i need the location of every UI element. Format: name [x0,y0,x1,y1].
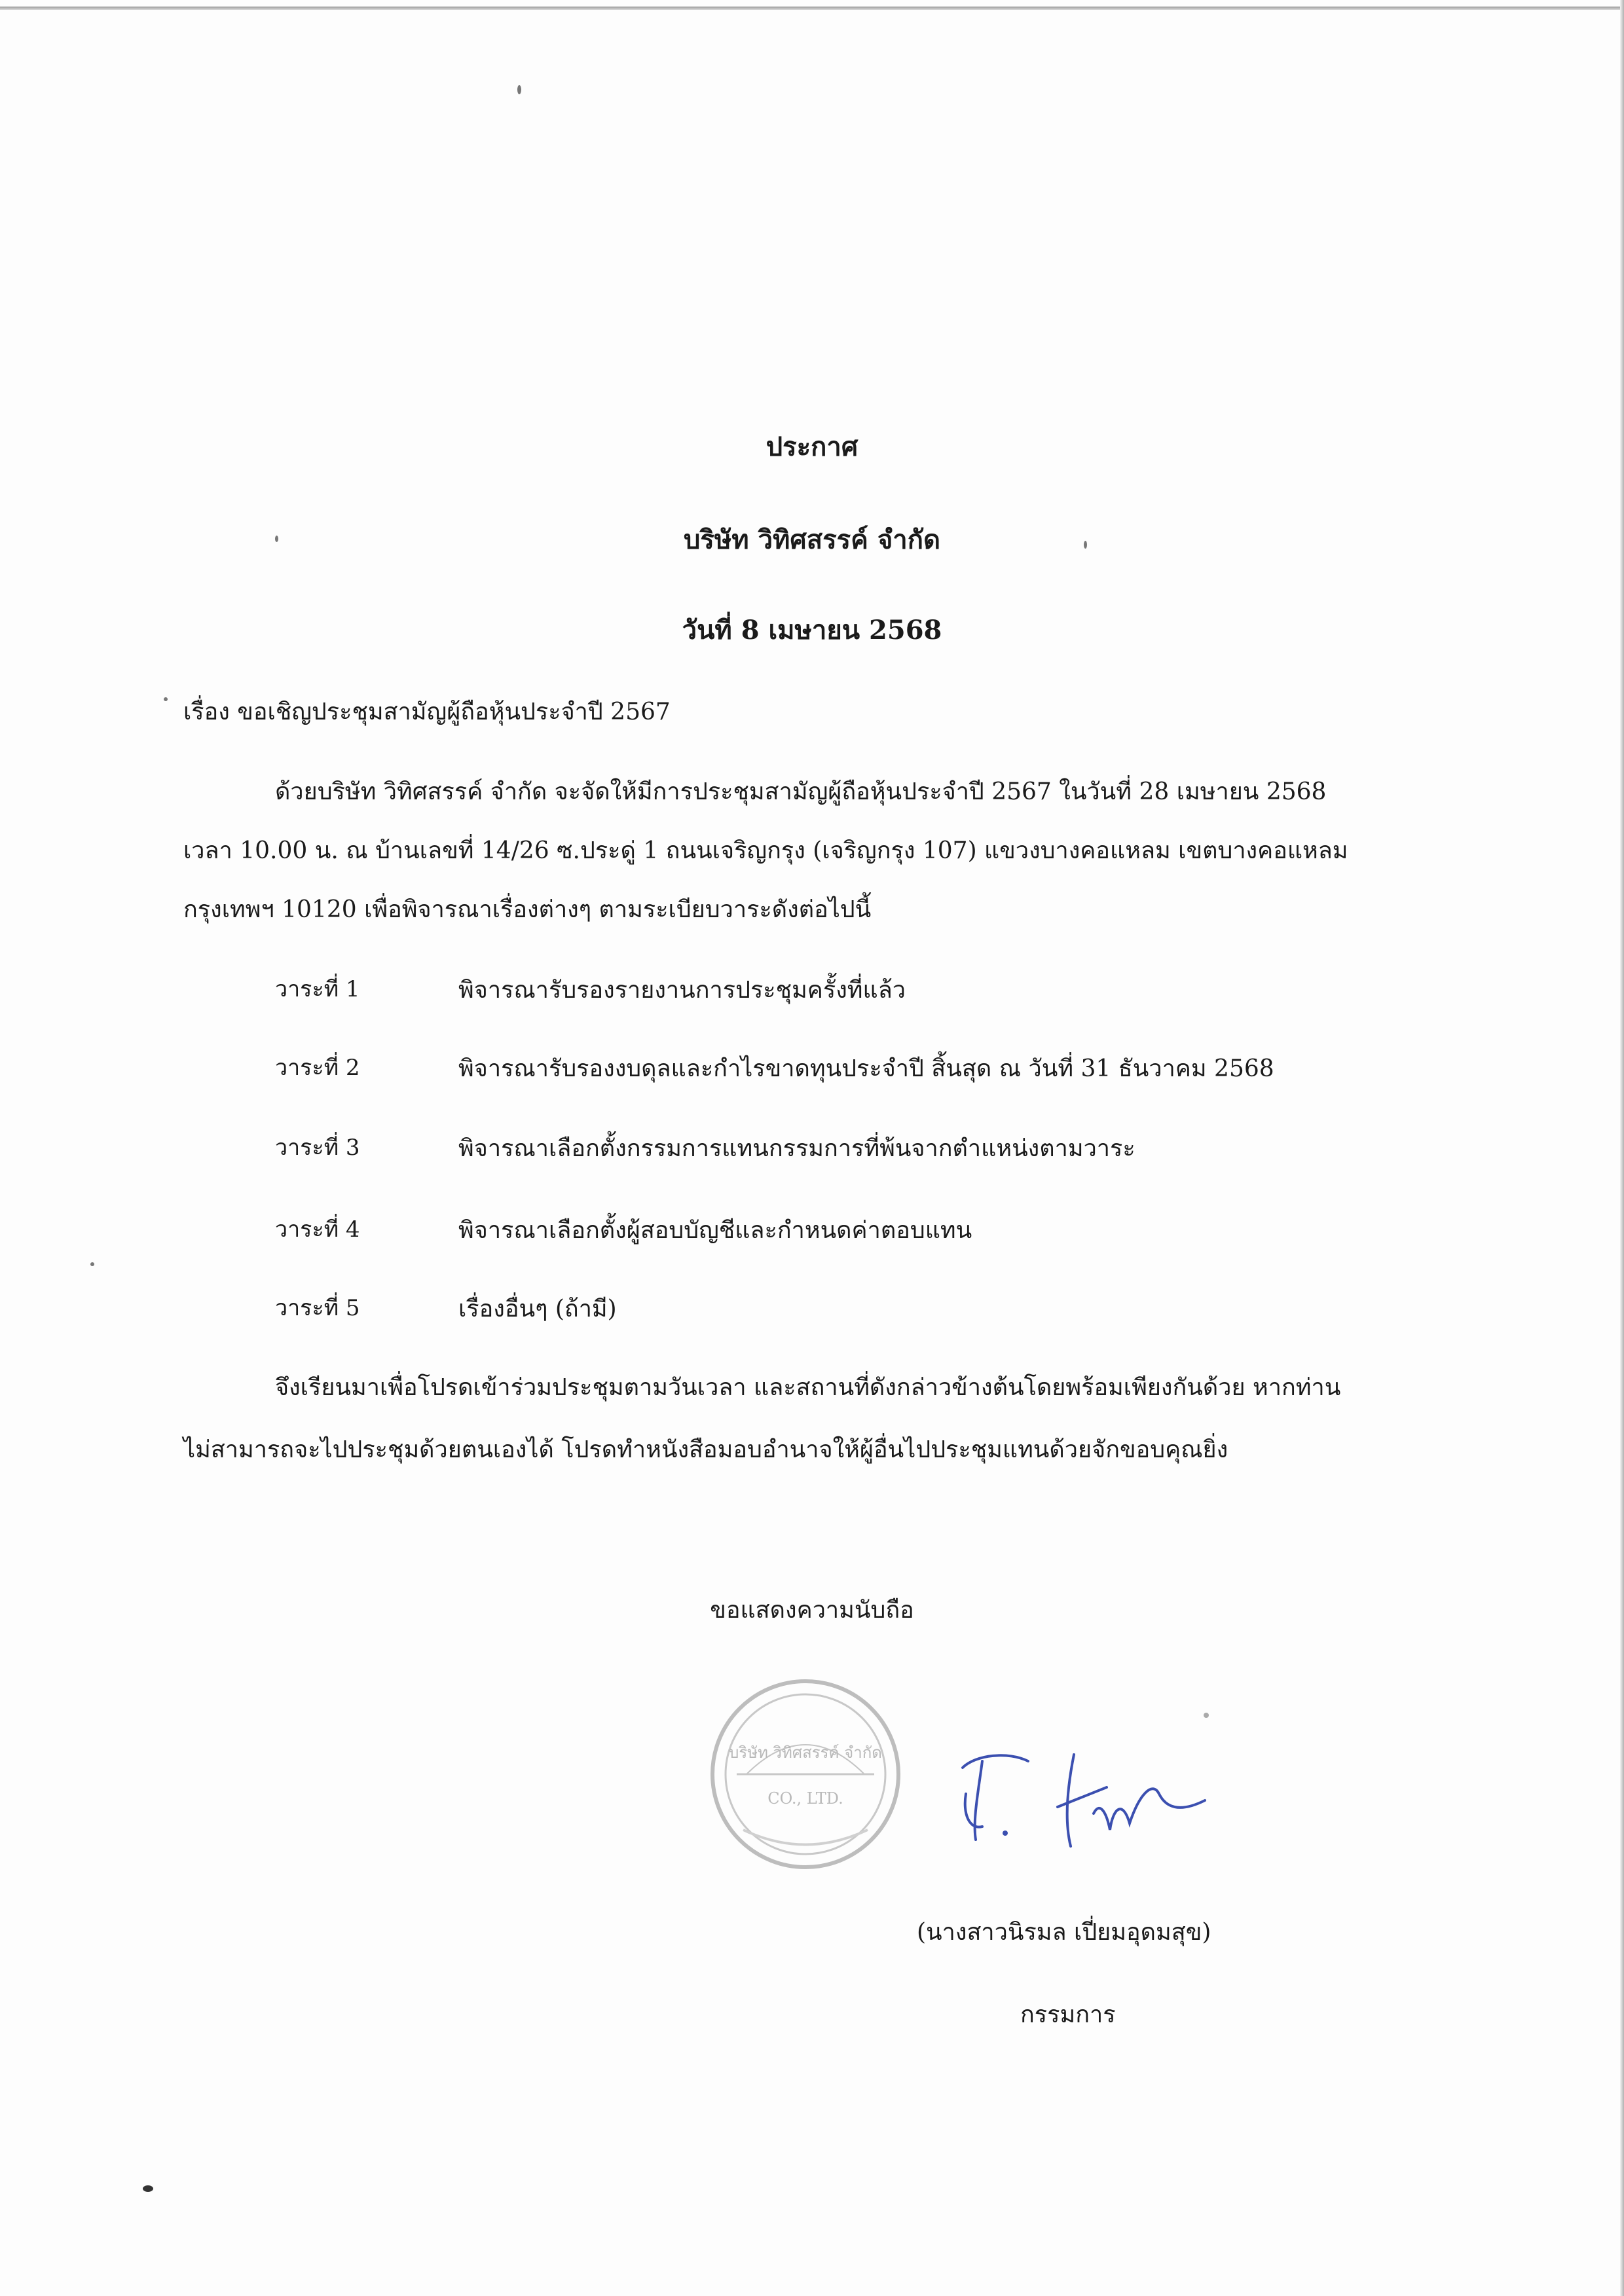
seal-text-top: บริษัท วิทิศสรรค์ จำกัด [729,1743,882,1762]
scan-speck [90,1262,94,1266]
agenda-description-1: พิจารณารับรองรายงานการประชุมครั้งที่แล้ว [458,977,906,1004]
agenda-description-2: พิจารณารับรองงบดุลและกำไรขาดทุนประจำปี สิ้นสุด ณ วันที่ 31 ธันวาคม 2568 [458,1055,1274,1082]
agenda-description-4: พิจารณาเลือกตั้งผู้สอบบัญชีและกำหนดค่าตอบแทน [458,1217,972,1244]
subject-line: เรื่อง ขอเชิญประชุมสามัญผู้ถือหุ้นประจำปี 2567 [183,699,671,725]
signer-name: (นางสาวนิรมล เปี่ยมอุดมสุข) [917,1919,1211,1946]
company-seal-stamp [707,1676,904,1872]
intro-line-1: ด้วยบริษัท วิทิศสรรค์ จำกัด จะจัดให้มีการประชุมสามัญผู้ถือหุ้นประจำปี 2567 ในวันที่ 28 เมษายน 2568 [275,778,1327,805]
signer-title: กรรมการ [1020,2001,1116,2028]
scan-speck [164,697,168,701]
agenda-number-5: วาระที่ 5 [275,1295,360,1321]
agenda-number-3: วาระที่ 3 [275,1135,360,1161]
scan-edge-top [0,7,1624,10]
closing-line-1: จึงเรียนมาเพื่อโปรดเข้าร่วมประชุมตามวันเวลา และสถานที่ดังกล่าวข้างต้นโดยพร้อมเพียงกันด้วย หากท่าน [275,1374,1341,1401]
intro-line-2: เวลา 10.00 น. ณ บ้านเลขที่ 14/26 ซ.ประดู่ 1 ถนนเจริญกรุง (เจริญกรุง 107) แขวงบางคอแหลม เขตบางคอแหลม [183,837,1348,864]
company-name: บริษัท วิทิศสรรค์ จำกัด [684,524,940,555]
scan-speck [275,536,278,542]
agenda-number-2: วาระที่ 2 [275,1055,360,1081]
scan-speck [143,2185,153,2192]
agenda-description-3: พิจารณาเลือกตั้งกรรมการแทนกรรมการที่พ้นจากตำแหน่งตามวาระ [458,1135,1135,1162]
sign-off: ขอแสดงความนับถือ [710,1597,914,1624]
announcement-date: วันที่ 8 เมษายน 2568 [682,615,942,646]
closing-line-2: ไม่สามารถจะไปประชุมด้วยตนเองได้ โปรดทำหนังสือมอบอำนาจให้ผู้อื่นไปประชุมแทนด้วยจักขอบคุณยิ่ง [183,1436,1228,1463]
scan-edge-right [1620,0,1624,2296]
scan-speck [1204,1713,1209,1718]
scan-speck [1084,541,1087,549]
handwritten-signature [943,1715,1218,1853]
agenda-number-1: วาระที่ 1 [275,976,360,1002]
announcement-title: ประกาศ [766,431,858,462]
scan-speck [517,85,521,94]
agenda-description-5: เรื่องอื่นๆ (ถ้ามี) [458,1296,617,1322]
seal-text-bottom: CO., LTD. [767,1789,843,1808]
intro-line-3: กรุงเทพฯ 10120 เพื่อพิจารณาเรื่องต่างๆ ตามระเบียบวาระดังต่อไปนี้ [183,896,872,923]
agenda-number-4: วาระที่ 4 [275,1216,360,1243]
